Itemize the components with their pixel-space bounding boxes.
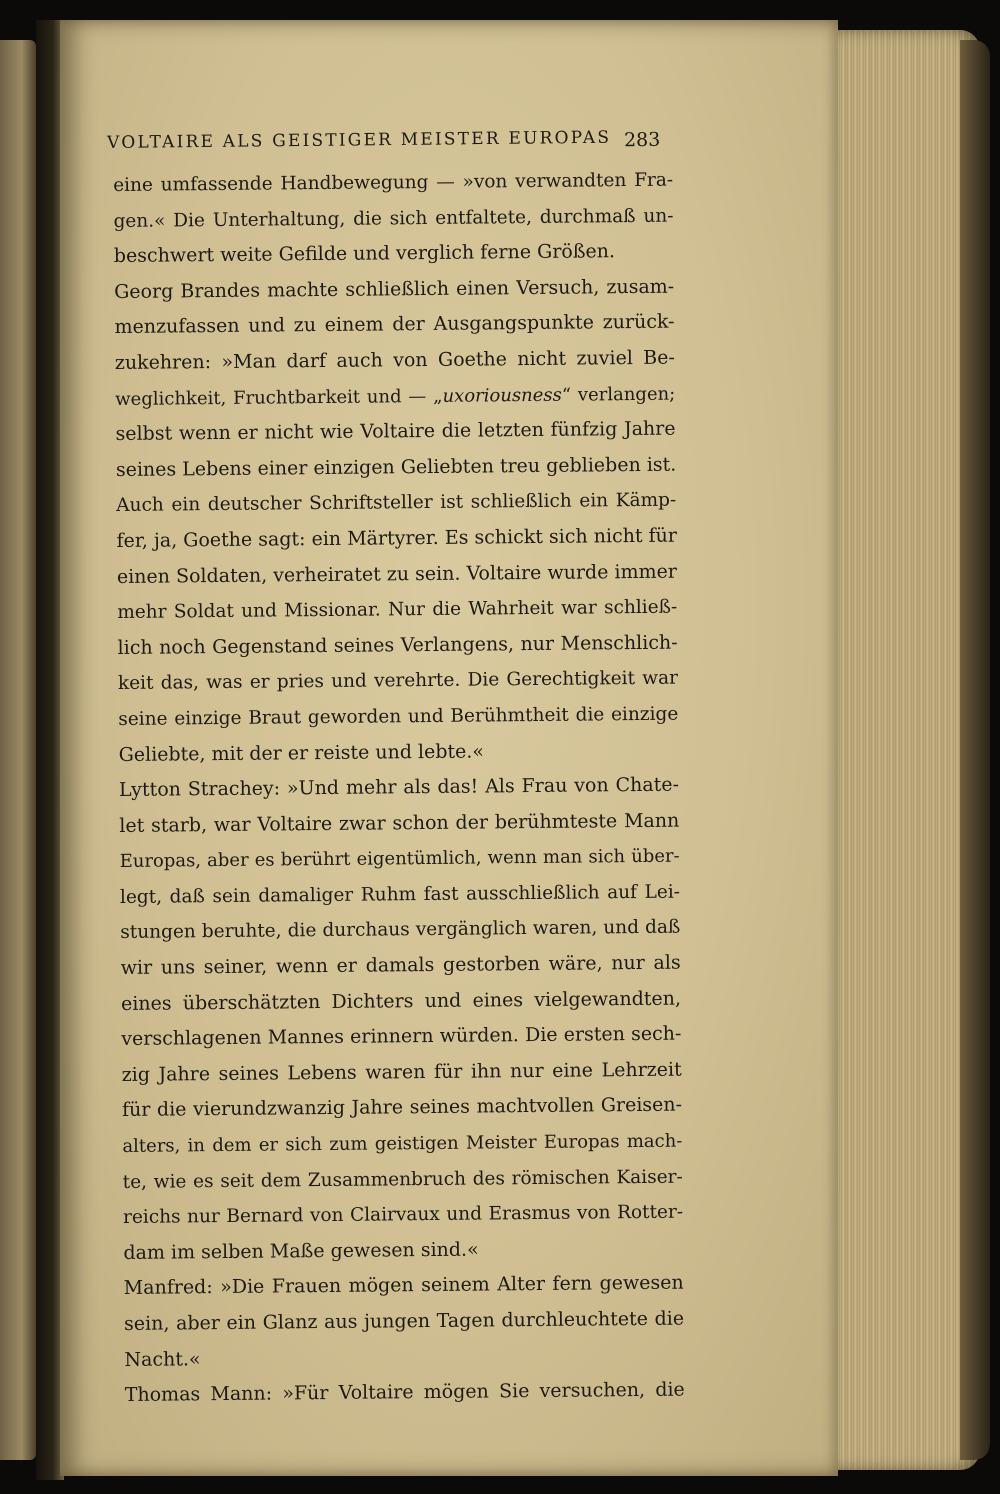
page-fore-edge (830, 30, 980, 1470)
text-line: für die vierundzwanzig Jahre seines machtvollen Greisen- (121, 1094, 683, 1122)
text-line: lich noch Gegenstand seines Verlangens, nur Menschlich- (117, 631, 678, 659)
text-line: eines überschätzten Dichters und eines vielgewandten, (120, 987, 682, 1015)
facing-page-edge (0, 40, 36, 1460)
text-line: alters, in dem er sich zum geistigen Meister Europas mach- (122, 1130, 683, 1157)
text-line: Lytton Strachey: »Und mehr als das! Als Frau von Chate- (118, 773, 680, 802)
text-line: Georg Brandes machte schließlich einen Versuch, zusam- (114, 275, 675, 303)
text-line: stungen beruhte, die durchaus vergänglich waren, und daß (120, 917, 681, 944)
text-line: te, wie es seit dem Zusammenbruch des römischen Kaiser- (122, 1166, 683, 1193)
text-line: weglichkeit, Fruchtbarkeit und — „uxoriousness“ verlangen; (115, 383, 676, 410)
text-line: eine umfassende Handbewegung — »von verwandten Fra- (113, 169, 674, 196)
text-line: Geliebte, mit der er reiste und lebte.« (118, 739, 485, 766)
body-text (113, 163, 685, 1414)
text-line: Manfred: »Die Frauen mögen seinem Alter fern gewesen (123, 1271, 684, 1300)
text-line: seines Lebens einer einzigen Geliebten treu geblieben ist. (115, 453, 677, 481)
text-line: reichs nur Bernard von Clairvaux und Erasmus von Rotter- (122, 1201, 684, 1229)
text-line: legt, daß sein damaliger Ruhm fast ausschließlich auf Lei- (119, 881, 681, 908)
text-line: verschlagenen Mannes erinnern würden. Die ersten sech- (121, 1022, 682, 1051)
text-line: zig Jahre seines Lebens waren für ihn nur eine Lehrzeit (121, 1058, 682, 1086)
text-line: zukehren: »Man darf auch von Goethe nicht zuviel Be- (114, 346, 675, 374)
text-line: seine einzige Braut geworden und Berühmtheit die einzige (118, 703, 679, 730)
text-line: selbst wenn er nicht wie Voltaire die letzten fünfzig Jahre (115, 417, 676, 446)
text-line: Nacht.« (124, 1347, 201, 1371)
text-line: menzufassen und zu einem der Ausgangspunkte zurück- (114, 310, 675, 339)
text-line: mehr Soldat und Missionar. Nur die Wahrheit war schließ- (117, 596, 678, 624)
text-line: gen.« Die Unterhaltung, die sich entfaltete, durchmaß un- (113, 205, 674, 232)
text-line: Europas, aber es berührt eigentümlich, wenn man sich über- (119, 845, 680, 873)
text-line: beschwert weite Gefilde und verglich ferne Größen. (113, 240, 616, 268)
page-number: 283 (623, 128, 661, 152)
text-line: let starb, war Voltaire zwar schon der berühmteste Mann (119, 809, 680, 837)
text-line: Thomas Mann: »Für Voltaire mögen Sie versuchen, die (124, 1378, 685, 1407)
text-line: dam im selben Maße gewesen sind.« (123, 1238, 479, 1264)
book-cover-edge (960, 40, 990, 1460)
text-line: wir uns seiner, wenn er damals gestorben wäre, nur als (120, 951, 681, 980)
italic-term: uxoriousness (442, 384, 562, 407)
text-line: Auch ein deutscher Schriftsteller ist schließlich ein Kämp- (116, 489, 677, 517)
running-head: VOLTAIRE ALS GEISTIGER MEISTER EUROPAS (107, 127, 612, 153)
text-line: sein, aber ein Glanz aus jungen Tagen durchleuchtete die (123, 1307, 685, 1335)
text-line: einen Soldaten, verheiratet zu sein. Voltaire wurde immer (116, 560, 678, 588)
text-line: keit das, was er pries und verehrte. Die Gerechtigkeit war (117, 667, 679, 695)
text-line: fer, ja, Goethe sagt: ein Märtyrer. Es schickt sich nicht für (116, 524, 678, 552)
